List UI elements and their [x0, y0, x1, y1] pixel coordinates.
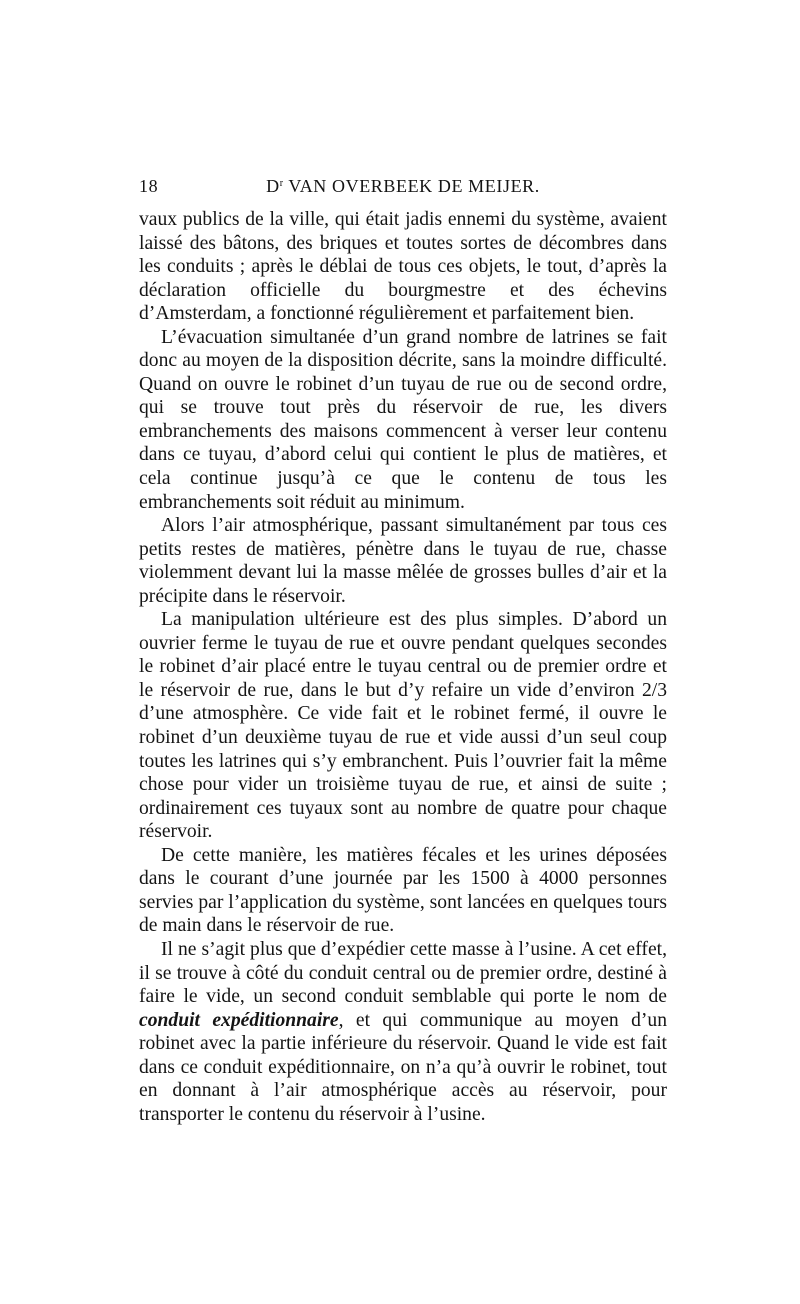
paragraph-6-italic-term: conduit expéditionnaire [139, 1009, 339, 1031]
paragraph-3: Alors l’air atmosphérique, passant simultanément par tous ces petits restes de matières, pénètre dans le tuyau de rue, chasse violemment devant lui la masse mêlée de grosses bulles d’air et la précipite dans le réservoir. [139, 515, 667, 607]
body-text [139, 208, 667, 1126]
author-name: VAN OVERBEEK DE MEIJER. [283, 176, 540, 196]
paragraph-5: De cette manière, les matières fécales et les urines déposées dans le courant d’une journée par les 1500 à 4000 personnes servies par l’application du système, sont lancées en quelques tours de main dans le réservoir de rue. [139, 844, 667, 937]
paragraph-2: L’évacuation simultanée d’un grand nombre de latrines se fait donc au moyen de la disposition décrite, sans la moindre difficulté. Quand on ouvre le robinet d’un tuyau de rue ou de second ordre, qui se trouve tout près du réservoir de rue, les divers embranchements des maisons commencent à verser leur contenu dans ce tuyau, d’abord celui qui contient le plus de matières, et cela continue jusqu’à ce que le contenu de tous les embranchements soit réduit au minimum. [139, 326, 667, 513]
page-number: 18 [139, 176, 159, 196]
page-header [139, 176, 667, 198]
running-head [139, 176, 667, 197]
paragraph-6 [139, 938, 667, 1126]
author-title-superscript: r [279, 178, 284, 189]
author-prefix: D [266, 176, 280, 196]
paragraph-6-start: Il ne s’agit plus que d’expédier cette masse à l’usine. A cet effet, il se trouve à côté du conduit central ou de premier ordre, destiné à faire le vide, un second conduit semblable qui porte le nom de [139, 938, 667, 1008]
paragraph-1: vaux publics de la ville, qui était jadis ennemi du système, avaient laissé des bâtons, des briques et toutes sortes de décombres dans les conduits ; après le déblai de tous ces objets, le tout, d’après la déclaration officielle du bourgmestre et des échevins d’Amsterdam, a fonctionné régulièrement et parfaitement bien. [139, 209, 667, 325]
paragraph-4: La manipulation ultérieure est des plus simples. D’abord un ouvrier ferme le tuyau de rue et ouvre pendant quelques secondes le robinet d’air placé entre le tuyau central ou de premier ordre et le réservoir de rue, dans le but d’y refaire un vide d’environ 2/3 d’une atmosphère. Ce vide fait et le robinet fermé, il ouvre le robinet d’un deuxième tuyau de rue et vide aussi d’un seul coup toutes les latrines qui s’y embranchent. Puis l’ouvrier fait la même chose pour vider un troisième tuyau de rue, et ainsi de suite ; ordinairement ces tuyaux sont au nombre de quatre pour chaque réservoir. [139, 609, 667, 843]
paragraph-6-end: , et qui communique au moyen d’un robinet avec la partie inférieure du réservoir. Quand le vide est fait dans ce conduit expéditionnaire, on n’a qu’à ouvrir le robinet, tout en donnant à l’air atmosphérique accès au réservoir, pour transporter le contenu du réservoir à l’usine. [139, 1009, 667, 1125]
